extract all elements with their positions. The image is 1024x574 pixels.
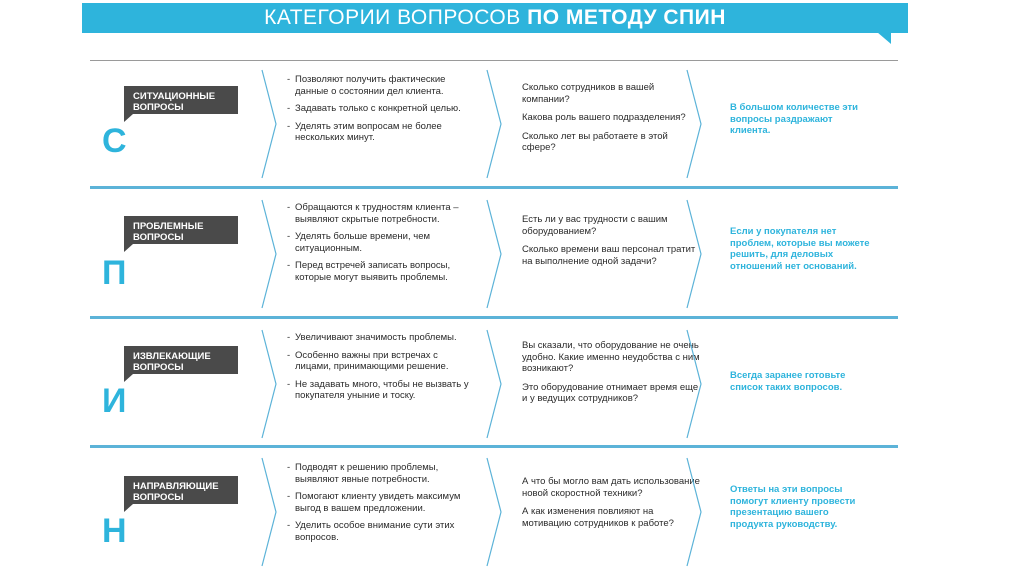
description-list bbox=[295, 462, 475, 549]
spin-row-implication bbox=[90, 326, 898, 446]
row-divider bbox=[90, 445, 898, 448]
chevron-divider-icon bbox=[685, 66, 705, 182]
chevron-divider-icon bbox=[485, 454, 505, 570]
example-question: Есть ли у вас трудности с вашим оборудованием? bbox=[522, 214, 668, 237]
title-regular: КАТЕГОРИИ ВОПРОСОВ bbox=[264, 6, 521, 29]
example-questions bbox=[522, 214, 700, 274]
category-letter: С bbox=[102, 122, 127, 160]
page-title bbox=[82, 3, 908, 33]
category-tag: СИТУАЦИОННЫЕ ВОПРОСЫ bbox=[124, 86, 238, 114]
example-question: Сколько времени ваш персонал тратит на выполнение одной задачи? bbox=[522, 244, 696, 267]
example-question: А как изменения повлияют на мотивацию сотрудников к работе? bbox=[522, 506, 674, 529]
example-question: Это оборудование отнимает время еще и у ведущих сотрудников? bbox=[522, 381, 699, 404]
example-questions bbox=[522, 340, 700, 412]
category-tag: ИЗВЛЕКАЮЩИЕ ВОПРОСЫ bbox=[124, 346, 238, 374]
tip-note: Ответы на эти вопросы помогут клиенту провести презентацию вашего продукта руководству. bbox=[730, 484, 856, 530]
chevron-divider-icon bbox=[260, 66, 280, 182]
spin-row-problem bbox=[90, 196, 898, 316]
example-questions bbox=[522, 476, 700, 536]
chevron-divider-icon bbox=[685, 454, 705, 570]
category-letter: И bbox=[102, 382, 127, 420]
category-tag-tail bbox=[124, 504, 133, 512]
example-question: Сколько лет вы работаете в этой сфере? bbox=[522, 130, 668, 153]
category-tag: НАПРАВЛЯЮЩИЕ ВОПРОСЫ bbox=[124, 476, 238, 504]
example-question: Вы сказали, что оборудование не очень удобно. Какие именно неудобства с ним возникают? bbox=[522, 340, 700, 374]
category-letter: Н bbox=[102, 512, 127, 550]
row-divider bbox=[90, 316, 898, 319]
chevron-divider-icon bbox=[260, 196, 280, 312]
example-question: А что бы могло вам дать использование новой скоростной техники? bbox=[522, 476, 700, 499]
example-questions bbox=[522, 82, 700, 161]
spin-row-need-payoff bbox=[90, 454, 898, 574]
chevron-divider-icon bbox=[260, 326, 280, 442]
description-list bbox=[295, 202, 475, 289]
description-item: - Не задавать много, чтобы не вызвать у покупателя уныние и тоску. bbox=[295, 379, 475, 402]
example-question: Сколько сотрудников в вашей компании? bbox=[522, 82, 655, 105]
chevron-divider-icon bbox=[485, 326, 505, 442]
category-tag-tail bbox=[124, 114, 133, 122]
title-bold: ПО МЕТОДУ СПИН bbox=[527, 6, 726, 29]
description-item: - Помогают клиенту увидеть максимум выгод в вашем предложении. bbox=[295, 491, 475, 514]
chevron-divider-icon bbox=[485, 66, 505, 182]
description-item: - Подводят к решению проблемы, выявляют явные потребности. bbox=[295, 462, 475, 485]
description-list bbox=[295, 332, 475, 408]
description-item: - Уделять больше времени, чем ситуационным. bbox=[295, 231, 475, 254]
tip-note: Всегда заранее готовьте список таких вопросов. bbox=[730, 370, 846, 393]
chevron-divider-icon bbox=[685, 326, 705, 442]
top-divider bbox=[90, 60, 898, 61]
description-item: - Увеличивают значимость проблемы. bbox=[295, 332, 475, 344]
description-item: - Задавать только с конкретной целью. bbox=[295, 103, 475, 115]
description-item: - Уделять этим вопросам не более нескольких минут. bbox=[295, 121, 475, 144]
category-tag: ПРОБЛЕМНЫЕ ВОПРОСЫ bbox=[124, 216, 238, 244]
category-letter: П bbox=[102, 254, 127, 292]
description-item: - Позволяют получить фактические данные о состоянии дел клиента. bbox=[295, 74, 475, 97]
spin-row-situational bbox=[90, 66, 898, 186]
chevron-divider-icon bbox=[485, 196, 505, 312]
tip-note: Если у покупателя нет проблем, которые вы можете решить, для деловых отношений нет оснований. bbox=[730, 226, 870, 272]
category-tag-tail bbox=[124, 374, 133, 382]
description-item: - Уделить особое внимание сути этих вопросов. bbox=[295, 520, 475, 543]
tip-note: В большом количестве эти вопросы раздражают клиента. bbox=[730, 102, 859, 136]
title-banner bbox=[82, 3, 908, 33]
description-item: - Перед встречей записать вопросы, которые могут выявить проблемы. bbox=[295, 260, 475, 283]
title-banner-tail bbox=[877, 32, 891, 44]
example-question: Какова роль вашего подразделения? bbox=[522, 112, 686, 123]
category-tag-tail bbox=[124, 244, 133, 252]
chevron-divider-icon bbox=[260, 454, 280, 570]
row-divider bbox=[90, 186, 898, 189]
description-item: - Особенно важны при встречах с лицами, принимающими решение. bbox=[295, 350, 475, 373]
description-list bbox=[295, 74, 475, 150]
description-item: - Обращаются к трудностям клиента – выявляют скрытые потребности. bbox=[295, 202, 475, 225]
chevron-divider-icon bbox=[685, 196, 705, 312]
